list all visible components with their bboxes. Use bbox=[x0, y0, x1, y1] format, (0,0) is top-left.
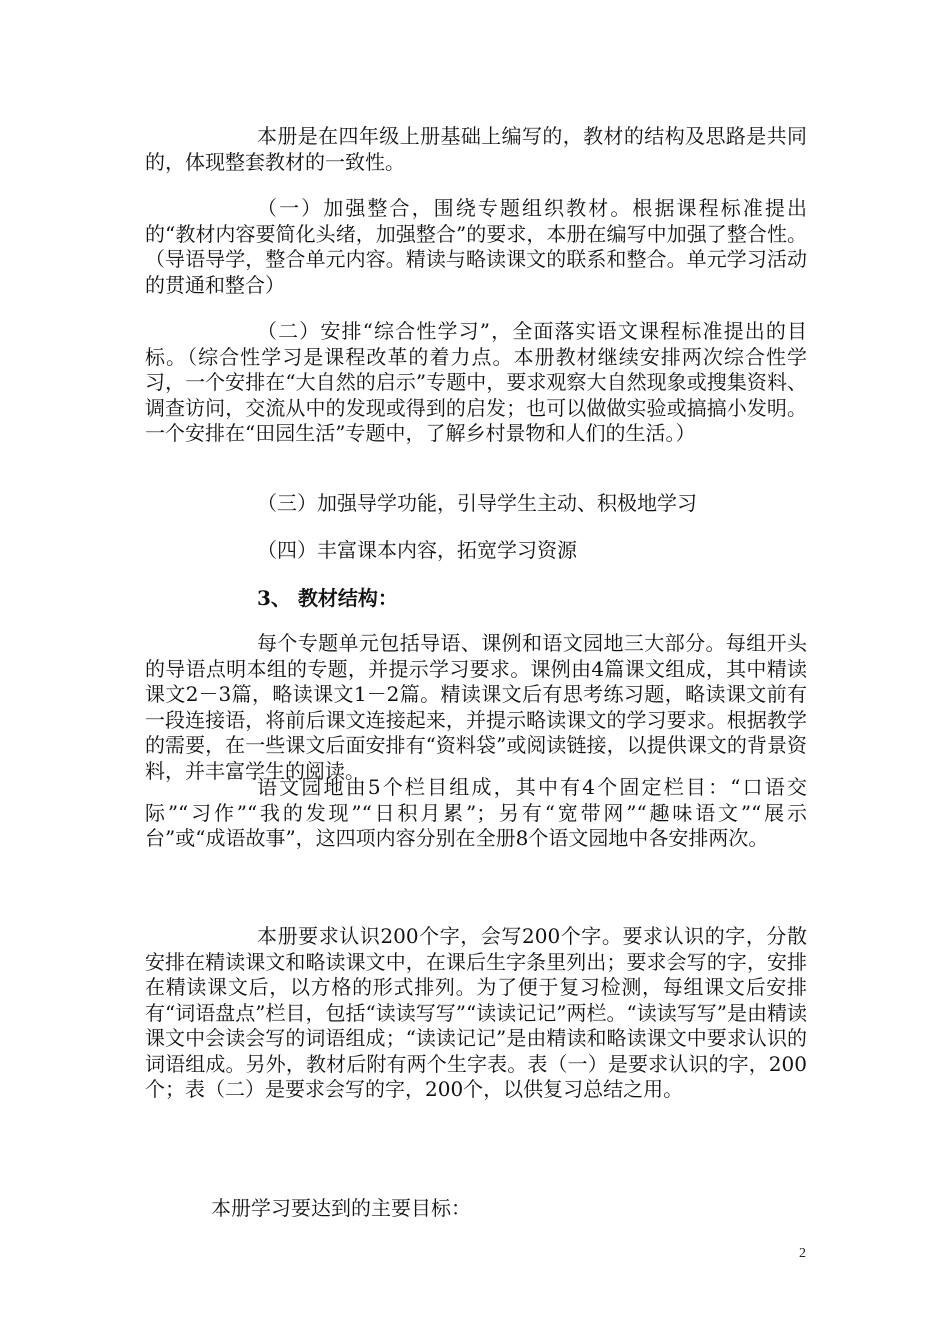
paragraph-guided-learning: （三）加强导学功能，引导学生主动、积极地学习 bbox=[257, 491, 697, 515]
paragraph-enrich-content: （四）丰富课本内容，拓宽学习资源 bbox=[257, 538, 577, 562]
paragraph-comprehensive-learning: （二）安排“综合性学习”，全面落实语文课程标准提出的目标。（综合性学习是课程改革的着力点。本册教材继续安排两次综合性学习，一个安排在“大自然的启示”专题中，要求观察大自然现象或搜集资料、调查访问，交流从中的发现或得到的启发；也可以做做实验或搞搞小发明。一个安排在“田园生活”专题中，了解乡村景物和人们的生活。） bbox=[145, 319, 807, 445]
paragraph-language-garden: 语文园地由5个栏目组成，其中有4个固定栏目：“口语交际”“习作”“我的发现”“日积月累”；另有“宽带网”“趣味语文”“展示台”或“成语故事”，这四项内容分别在全册8个语文园地中各安排两次。 bbox=[145, 775, 807, 850]
page-number: 2 bbox=[799, 1246, 806, 1261]
paragraph-character-requirements: 本册要求认识200个字，会写200个字。要求认识的字，分散安排在精读课文和略读课文中，在课后生字条里列出；要求会写的字，安排在精读课文后，以方格的形式排列。为了便于复习检测，每组课文后安排有“词语盘点”栏目，包括“读读写写”“读读记记”两栏。“读读写写”是由精读课文中会读会写的词语组成；“读读记记”是由精读和略读课文中要求认识的词语组成。另外，教材后附有两个生字表。表（一）是要求认识的字，200个；表（二）是要求会写的字，200个，以供复习总结之用。 bbox=[145, 924, 807, 1101]
paragraph-textbook-consistency: 本册是在四年级上册基础上编写的，教材的结构及思路是共同的，体现整套教材的一致性。 bbox=[145, 124, 807, 174]
paragraph-integration: （一）加强整合，围绕专题组织教材。根据课程标准提出的“教材内容要简化头绪，加强整合”的要求，本册在编写中加强了整合性。（导语导学，整合单元内容。精读与略读课文的联系和整合。单元学习活动的贯通和整合） bbox=[145, 196, 807, 297]
paragraph-main-goals: 本册学习要达到的主要目标： bbox=[211, 1196, 471, 1220]
section-heading-textbook-structure: 3、 教材结构： bbox=[257, 586, 398, 610]
paragraph-unit-structure: 每个专题单元包括导语、课例和语文园地三大部分。每组开头的导语点明本组的专题，并提示学习要求。课例由4篇课文组成，其中精读课文2－3篇，略读课文1－2篇。精读课文后有思考练习题，略读课文前有一段连接语，将前后课文连接起来，并提示略读课文的学习要求。根据教学的需要，在一些课文后面安排有“资料袋”或阅读链接，以提供课文的背景资料，并丰富学生的阅读。 bbox=[145, 631, 807, 783]
